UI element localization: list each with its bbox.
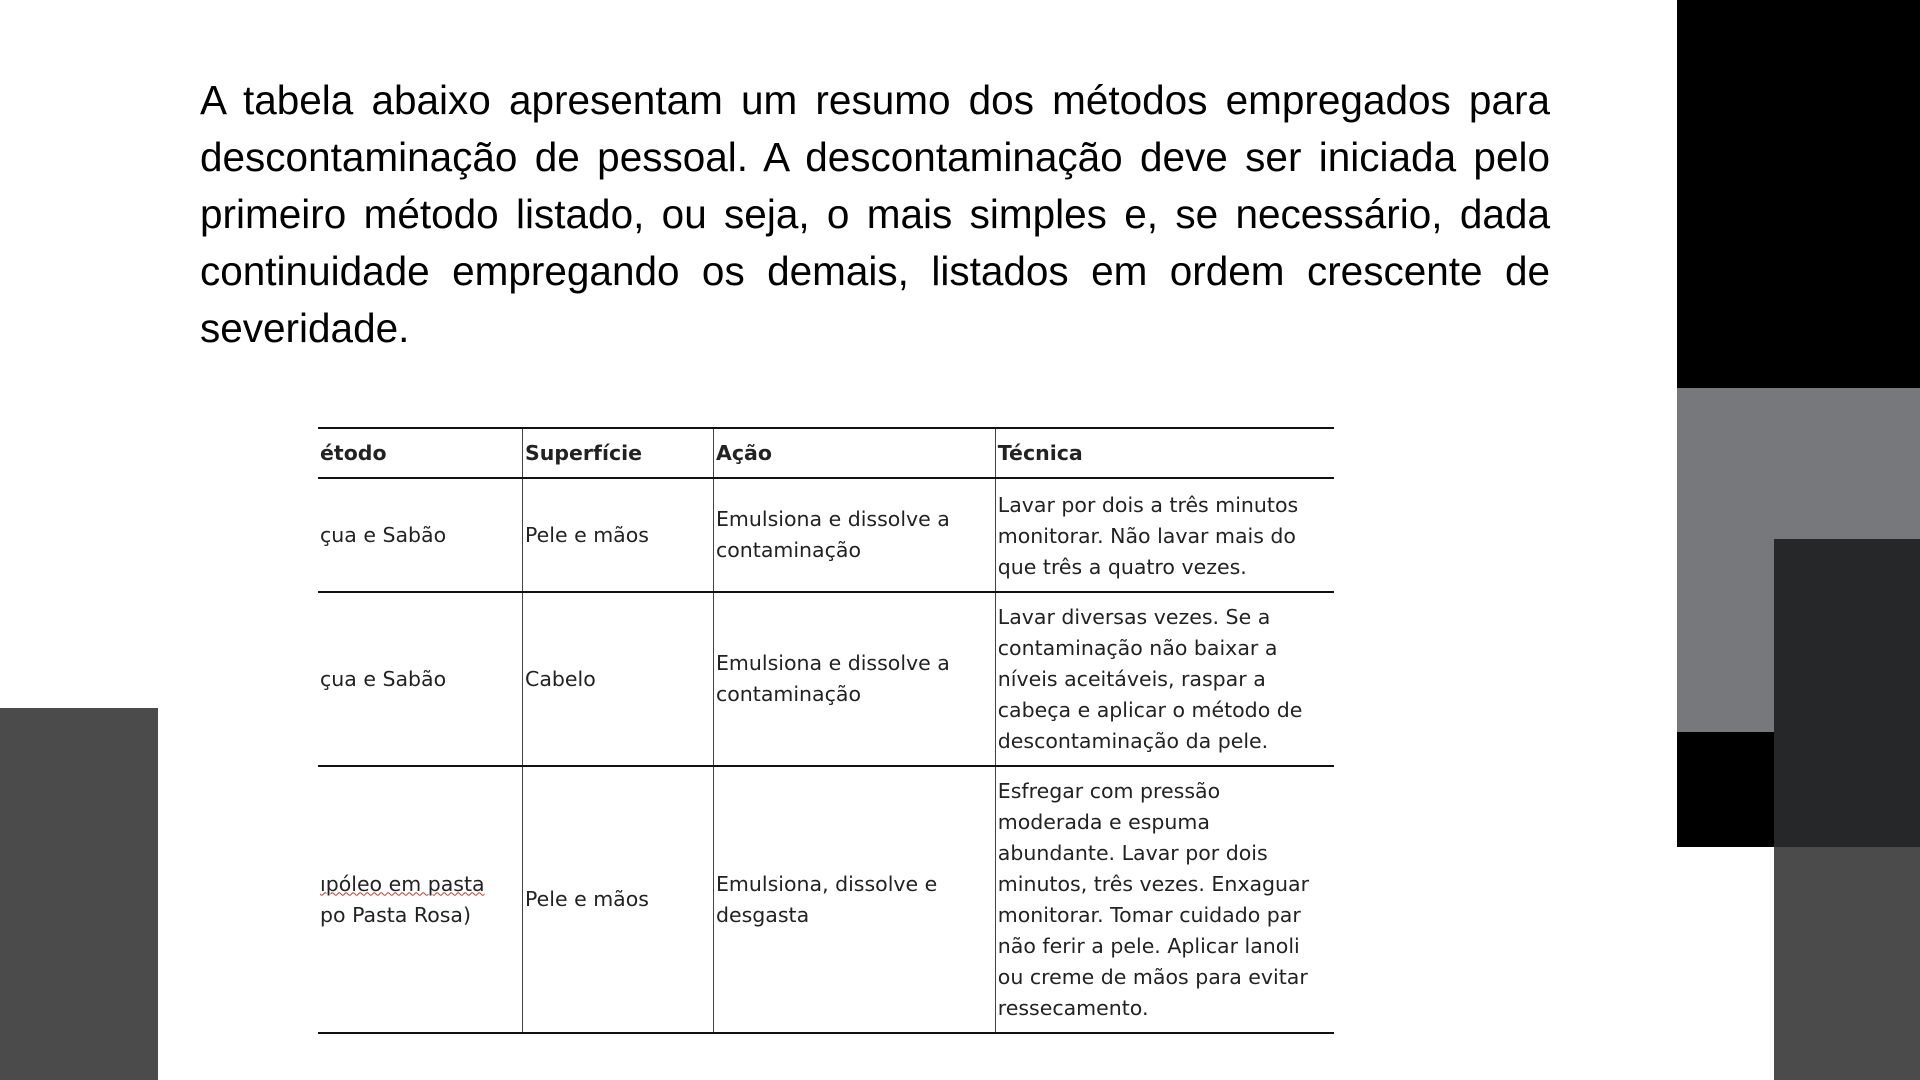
methods-table-image [320, 427, 1368, 1043]
table-header-row [318, 428, 1334, 478]
cell-line: minutos, três vezes. Enxaguar [997, 871, 1310, 896]
cell-line: ıpóleo em pasta [320, 871, 485, 896]
cell-line: abundante. Lavar por dois [997, 840, 1268, 865]
cell-surface: Cabelo [523, 592, 714, 766]
cell-line: cabeça e aplicar o método de [997, 697, 1303, 722]
table-row [318, 766, 1334, 1033]
cell-line: Lavar diversas vezes. Se a [997, 604, 1271, 629]
cell-line: Lavar por dois a três minutos [997, 492, 1299, 517]
cell-action [713, 766, 995, 1033]
cell-line: monitorar. Tomar cuidado par [997, 902, 1301, 927]
cell-technique [995, 592, 1334, 766]
cell-line: monitorar. Não lavar mais do [997, 523, 1296, 548]
cell-action [713, 478, 995, 592]
cell-line: po Pasta Rosa) [320, 902, 471, 927]
cell-line: Esfregar com pressão [997, 778, 1221, 803]
cell-method [318, 478, 523, 592]
cell-line: ou creme de mãos para evitar [997, 964, 1308, 989]
header-technique: Técnica [995, 428, 1334, 478]
decor-block-right-strip [1774, 847, 1920, 1080]
decor-block-bottom-left [0, 708, 158, 1080]
cell-line: desgasta [715, 902, 810, 927]
cell-line: çua e Sabão [320, 666, 447, 691]
cell-method [318, 766, 523, 1033]
cell-line: moderada e espuma [997, 809, 1210, 834]
cell-line: çua e Sabão [320, 522, 447, 547]
cell-line: níveis aceitáveis, raspar a [997, 666, 1266, 691]
cell-line: não ferir a pele. Aplicar lanoli [997, 933, 1300, 958]
cell-technique [995, 478, 1334, 592]
header-surface: Superfície [523, 428, 714, 478]
cell-action [713, 592, 995, 766]
cell-line: Emulsiona, dissolve e [715, 871, 938, 896]
intro-paragraph: A tabela abaixo apresentam um resumo dos métodos empregados para descontaminação de pessoal. A descontaminação deve ser iniciada pelo primeiro método listado, ou seja, o mais simples e, se necessário, dada continuidade empregando os demais, listados em ordem crescente de severidade. [200, 77, 1550, 351]
cell-line: Emulsiona e dissolve a [715, 651, 950, 675]
table-row [318, 478, 1334, 592]
cell-technique [995, 766, 1334, 1033]
cell-surface: Pele e mãos [523, 478, 714, 592]
cell-line: contaminação [715, 538, 861, 562]
cell-line: descontaminação da pele. [997, 728, 1269, 753]
header-method: étodo [318, 428, 523, 478]
cell-line: contaminação não baixar a [997, 635, 1278, 660]
cell-line: ressecamento. [997, 995, 1149, 1020]
cell-surface: Pele e mãos [523, 766, 714, 1033]
cell-line: que três a quatro vezes. [997, 554, 1247, 579]
methods-table [318, 427, 1334, 1034]
cell-method [318, 592, 523, 766]
cell-line: Emulsiona e dissolve a [715, 507, 950, 531]
header-action: Ação [713, 428, 995, 478]
cell-line: contaminação [715, 682, 861, 706]
table-row [318, 592, 1334, 766]
